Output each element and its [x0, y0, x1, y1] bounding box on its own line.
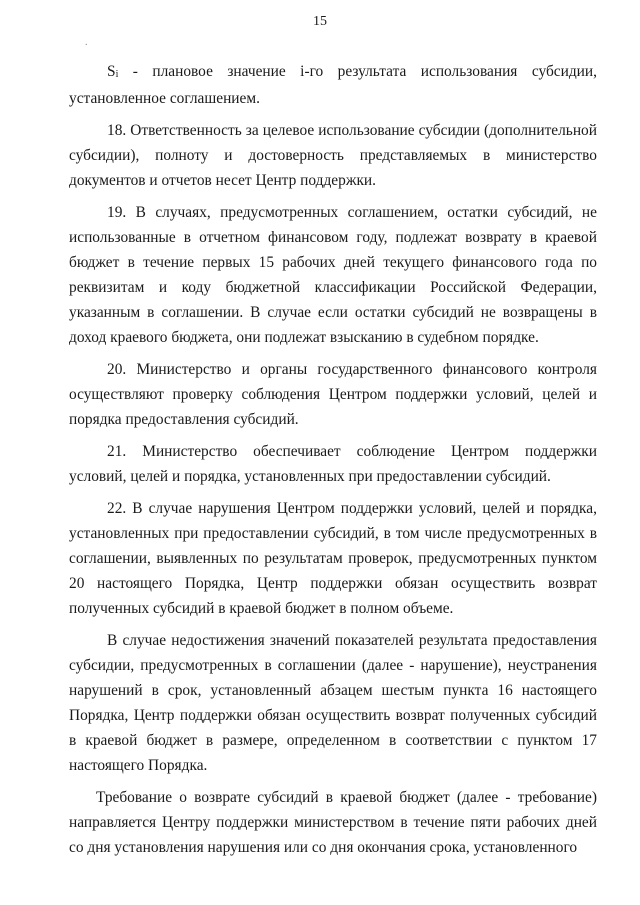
document-body — [69, 59, 597, 860]
paragraph-21: 21. Министерство обеспечивает соблюдение Центром поддержки условий, целей и порядка, установленных при предоставлении субсидий. — [69, 443, 597, 485]
paragraph-text: - плановое значение i-го результата использования субсидии, установленное соглашением. — [69, 63, 597, 107]
paragraph-s-i-definition — [69, 59, 597, 111]
paragraph-22-non-achievement: В случае недостижения значений показателей результата предоставления субсидии, предусмотренных в соглашении (далее - нарушение), неустранения нарушений в срок, установленный абзацем шестым пункта 16 настоящего Порядка, Центр поддержки обязан осуществить возврат полученных субсидий в краевой бюджет в размере, определенном в соответствии с пунктом 17 настоящего Порядка. — [69, 632, 597, 774]
paragraph-22: 22. В случае нарушения Центром поддержки условий, целей и порядка, установленных при предоставлении субсидий, в том числе предусмотренных в соглашении, выявленных по результатам проверок, предусмотренных пунктом 20 настоящего Порядка, Центр поддержки обязан осуществить возврат полученных субсидий в краевой бюджет в полном объеме. — [69, 500, 597, 617]
page-number: 15 — [313, 14, 327, 29]
formula-symbol: S — [107, 63, 116, 80]
page-mark: . — [85, 37, 88, 48]
paragraph-20: 20. Министерство и органы государственного финансового контроля осуществляют проверку соблюдения Центром поддержки условий, целей и порядка предоставления субсидий. — [69, 361, 597, 428]
formula-subscript: i — [115, 69, 119, 80]
paragraph-18: 18. Ответственность за целевое использование субсидии (дополнительной субсидии), полноту и достоверность представляемых в министерство документов и отчетов несет Центр поддержки. — [69, 122, 597, 189]
paragraph-19: 19. В случаях, предусмотренных соглашением, остатки субсидий, не использованные в отчетном финансовом году, подлежат возврату в краевой бюджет в течение первых 15 рабочих дней текущего финансового года по реквизитам и коду бюджетной классификации Российской Федерации, указанным в соглашении. В случае если остатки субсидий не возвращены в доход краевого бюджета, они подлежат взысканию в судебном порядке. — [69, 204, 597, 346]
paragraph-22-requirement: Требование о возврате субсидий в краевой бюджет (далее - требование) направляется Центру поддержки министерством в течение пяти рабочих дней со дня установления нарушения или со дня окончания срока, установленного — [69, 789, 597, 856]
